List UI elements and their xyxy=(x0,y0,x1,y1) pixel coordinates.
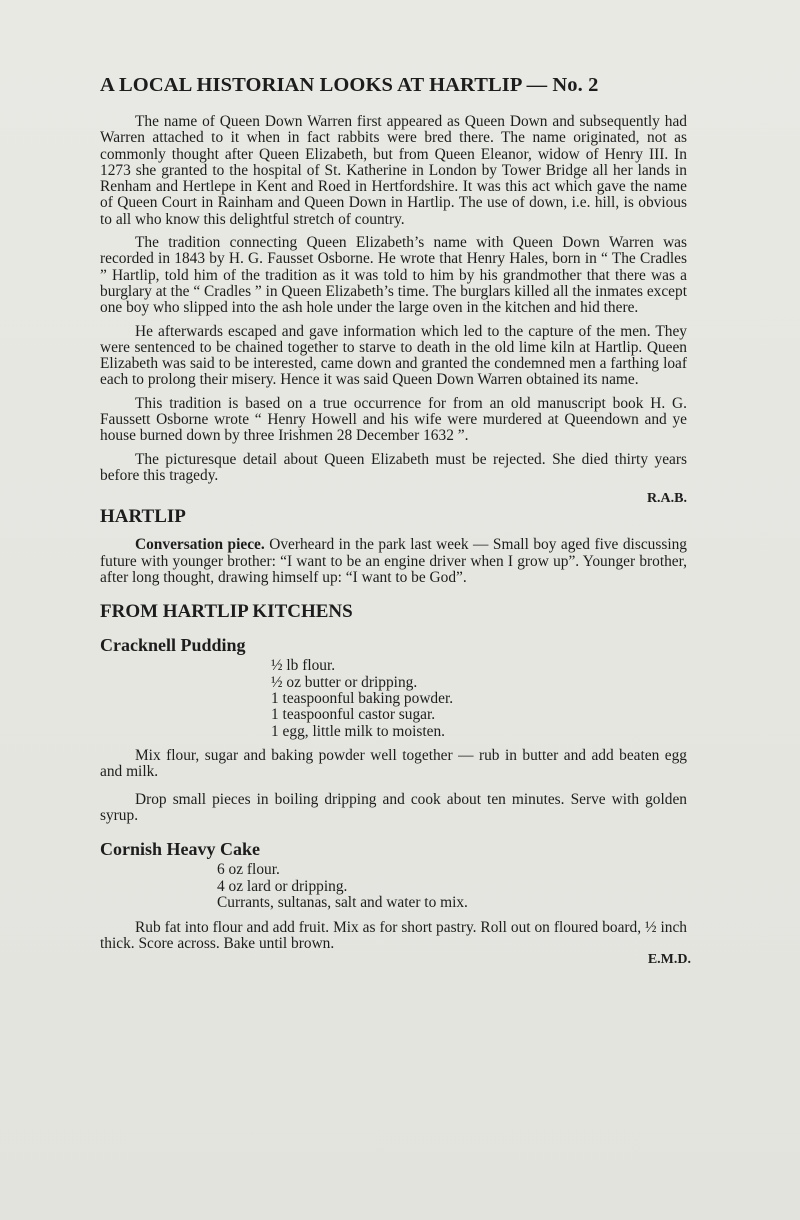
article-paragraph: This tradition is based on a true occurrence for from an old manuscript book H. G. Faussett Osborne wrote “ Henry Howell and his wife were murdered at Queendown and ye house burned down by three Irishmen 28 December 1632 ”. xyxy=(100,394,687,445)
hartlip-lead: Conversation piece. xyxy=(135,536,265,554)
ingredient-list xyxy=(100,658,687,740)
ingredient-item: 4 oz lard or dripping. xyxy=(217,877,348,895)
kitchens-signature: E.M.D. xyxy=(647,952,691,968)
recipe-method: Mix flour, sugar and baking powder well together — rub in butter and add beaten egg and milk. xyxy=(100,747,687,781)
article-paragraph: The name of Queen Down Warren first appeared as Queen Down and subsequently had Warren attached to it when in fact rabbits were bred there. The name originated, not as commonly thought after Queen Elizabeth, but from Queen Eleanor, widow of Henry III. In 1273 she granted to the hospital of St. Katherine in London by Tower Bridge all her lands in Renham and Hertlepe in Kent and Roed in Hertfordshire. It was this act which gave the name of Queen Court in Rainham and Queen Down in Hartlip. The use of down, i.e. hill, is obvious to all who know this delightful stretch of country. xyxy=(100,113,687,228)
hartlip-heading: HARTLIP xyxy=(100,506,186,528)
hartlip-text: Overheard in the park last week — Small boy aged five discussing future with younger brother: “I want to be an engine driver when I grow up”. Younger brother, after long thought, drawing himself up: “I want to be God”. xyxy=(100,536,687,586)
ingredient-item: ½ oz butter or dripping. xyxy=(271,673,418,691)
ingredient-item: 1 teaspoonful castor sugar. xyxy=(271,706,436,724)
ingredient-item: Currants, sultanas, salt and water to mix. xyxy=(217,894,468,912)
article-paragraph: The picturesque detail about Queen Elizabeth must be rejected. She died thirty years before this tragedy. xyxy=(100,450,687,484)
article-paragraph: He afterwards escaped and gave information which led to the capture of the men. They were sentenced to be chained together to starve to death in the old lime kiln at Hartlip. Queen Elizabeth was said to be interested, came down and granted the condemned men a farthing loaf each to prolong their misery. Hence it was said Queen Down Warren obtained its name. xyxy=(100,322,687,389)
ingredient-item: ½ lb flour. xyxy=(271,657,336,675)
ingredient-item: 1 teaspoonful baking powder. xyxy=(271,689,454,707)
article-title: A LOCAL HISTORIAN LOOKS AT HARTLIP — No. 2 xyxy=(100,74,599,96)
recipe-method: Rub fat into flour and add fruit. Mix as for short pastry. Roll out on floured board, ½ inch thick. Score across. Bake until brown. xyxy=(100,918,687,952)
kitchens-heading: FROM HARTLIP KITCHENS xyxy=(100,601,353,623)
recipe-title: Cracknell Pudding xyxy=(100,635,246,656)
recipe-title: Cornish Heavy Cake xyxy=(100,839,261,860)
recipe-method: Drop small pieces in boiling dripping and cook about ten minutes. Serve with golden syrup. xyxy=(100,790,687,825)
hartlip-paragraph xyxy=(100,537,687,586)
article-paragraph: The tradition connecting Queen Elizabeth’s name with Queen Down Warren was recorded in 1843 by H. G. Fausset Osborne. He wrote that Henry Hales, born in “ The Cradles ” Hartlip, told him of the tradition as it was told to him by his grandmother that there was a burglary at the “ Cradles ” in Queen Elizabeth’s time. The burglars killed all the inmates except one boy who slipped into the ash hole under the large oven in the kitchen and hid there. xyxy=(100,234,687,317)
ingredient-item: 1 egg, little milk to moisten. xyxy=(271,722,445,740)
article-signature: R.A.B. xyxy=(646,491,687,507)
ingredient-item: 6 oz flour. xyxy=(217,861,280,879)
ingredient-list xyxy=(100,862,687,911)
